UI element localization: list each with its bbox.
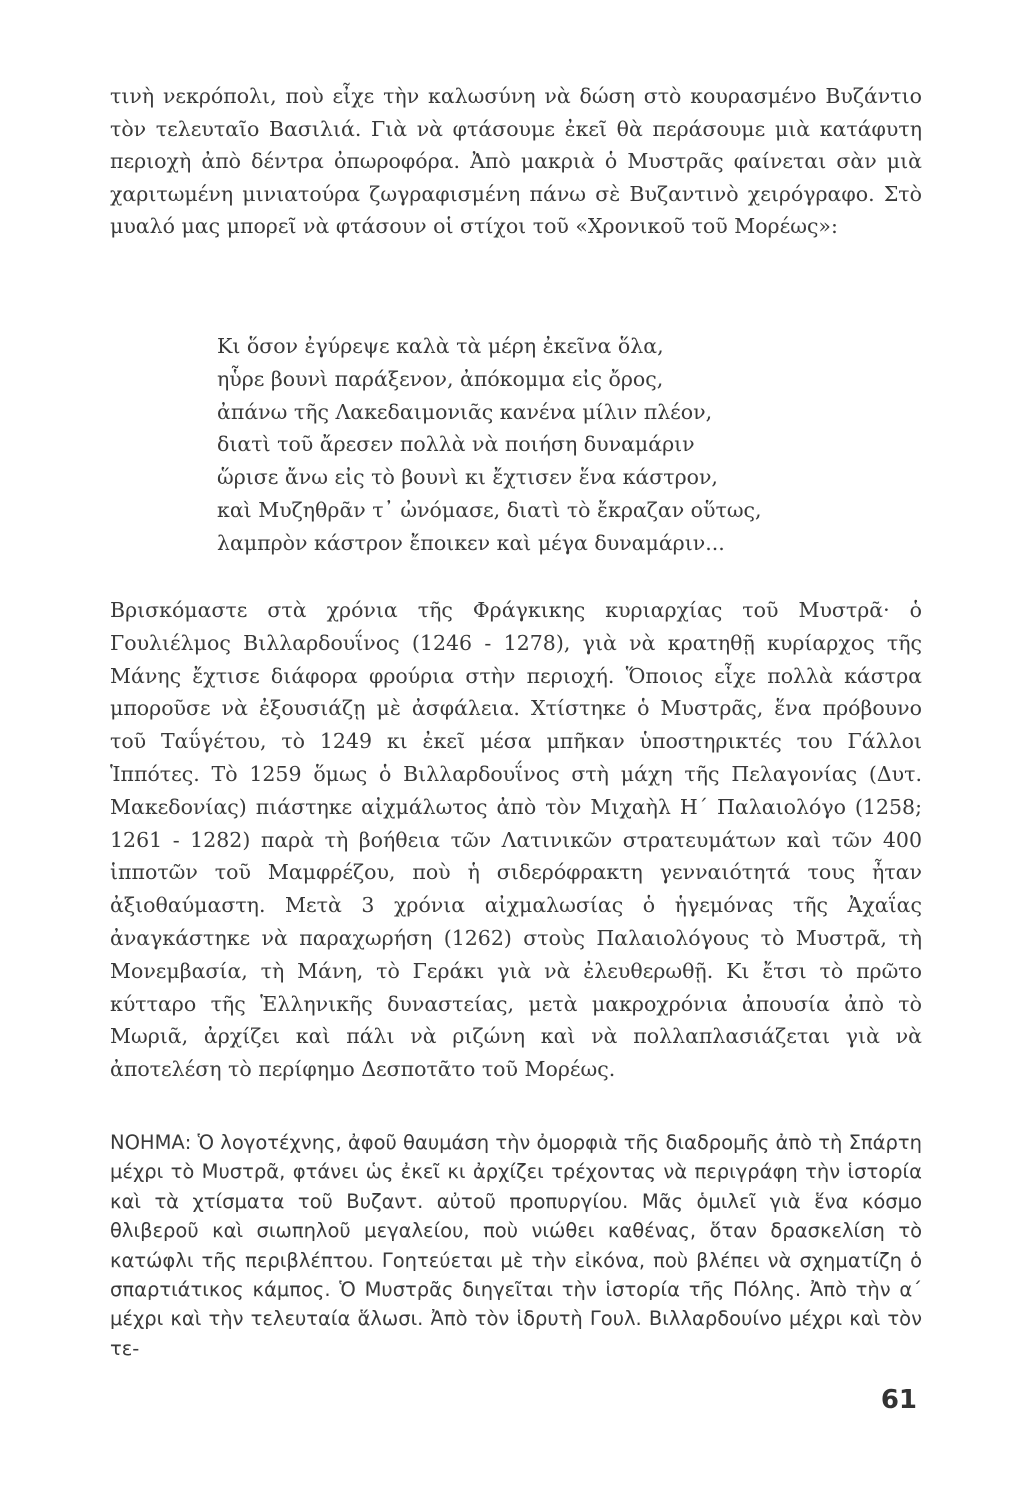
- verse-line: ὥρισε ἄνω εἰς τὸ βουνὶ κι ἔχτισεν ἕνα κάστρον,: [217, 465, 718, 490]
- chronicle-verse-quote: [217, 330, 897, 560]
- history-paragraph: Βρισκόμαστε στὰ χρόνια τῆς Φράγκικης κυριαρχίας τοῦ Μυστρᾶ· ὁ Γουλιέλμος Βιλλαρδουΐνος (1246 - 1278), γιὰ νὰ κρατηθῇ κυρίαρχος τῆς Μάνης ἔχτισε διάφορα φρούρια στὴν περιοχή. Ὅποιος εἶχε πολλὰ κάστρα μποροῦσε νὰ ἐξουσιάζῃ μὲ ἀσφάλεια. Χτίστηκε ὁ Μυστρᾶς, ἕνα πρόβουνο τοῦ Ταΰγέτου, τὸ 1249 κι ἐκεῖ μέσα μπῆκαν ὑποστηρικτές του Γάλλοι Ἱππότες. Τὸ 1259 ὅμως ὁ Βιλλαρδουΐνος στὴ μάχη τῆς Πελαγονίας (Δυτ. Μακεδονίας) πιάστηκε αἰχμάλωτος ἀπὸ τὸν Μιχαὴλ Η΄ Παλαιολόγο (1258; 1261 - 1282) παρὰ τὴ βοήθεια τῶν Λατινικῶν στρατευμάτων καὶ τῶν 400 ἱπποτῶν τοῦ Μαμφρέζου, ποὺ ἡ σιδερόφρακτη γενναιότητά τους ἦταν ἀξιοθαύμαστη. Μετὰ 3 χρόνια αἰχμαλωσίας ὁ ἡγεμόνας τῆς Ἀχαΐας ἀναγκάστηκε νὰ παραχωρήση (1262) στοὺς Παλαιολόγους τὸ Μυστρᾶ, τὴ Μονεμβασία, τὴ Μάνη, τὸ Γεράκι γιὰ νὰ ἐλευθερωθῇ. Κι ἔτσι τὸ πρῶτο κύτταρο τῆς Ἑλληνικῆς δυναστείας, μετὰ μακροχρόνια ἀπουσία ἀπὸ τὸ Μωριᾶ, ἀρχίζει καὶ πάλι νὰ ριζώνη καὶ νὰ πολλαπλασιάζεται γιὰ νὰ ἀποτελέση τὸ περίφημο Δεσποτᾶτο τοῦ Μορέως.: [110, 598, 922, 1082]
- verse-line: ηὗρε βουνὶ παράξενον, ἀπόκομμα εἰς ὄρος,: [217, 366, 664, 391]
- verse-line: Κι ὅσον ἐγύρεψε καλὰ τὰ μέρη ἐκεῖνα ὅλα,: [217, 334, 664, 358]
- page-number: 61: [880, 1385, 917, 1415]
- intro-paragraph: τινὴ νεκρόπολι, ποὺ εἶχε τὴν καλωσύνη νὰ δώση στὸ κουρασμένο Βυζάντιο τὸν τελευταῖο Βασιλιά. Γιὰ νὰ φτάσουμε ἐκεῖ θὰ περάσουμε μιὰ κατάφυτη περιοχὴ ἀπὸ δέντρα ὀπωροφόρα. Ἀπὸ μακριὰ ὁ Μυστρᾶς φαίνεται σὰν μιὰ χαριτωμένη μινιατούρα ζωγραφισμένη πάνω σὲ Βυζαντινὸ χειρόγραφο. Στὸ μυαλό μας μπορεῖ νὰ φτάσουν οἱ στίχοι τοῦ «Χρονικοῦ τοῦ Μορέως»:: [110, 84, 922, 239]
- verse-line: καὶ Μυζηθρᾶν τ᾽ ὠνόμασε, διατὶ τὸ ἔκραζαν οὕτως,: [217, 497, 762, 522]
- summary-note-paragraph: ΝΟΗΜΑ: Ὁ λογοτέχνης, ἀφοῦ θαυμάση τὴν ὀμορφιὰ τῆς διαδρομῆς ἀπὸ τὴ Σπάρτη μέχρι τὸ Μυστρᾶ, φτάνει ὡς ἐκεῖ κι ἀρχίζει τρέχοντας νὰ περιγράφη τὴν ἱστορία καὶ τὰ χτίσματα τοῦ Βυζαντ. αὐτοῦ προπυργίου. Μᾶς ὁμιλεῖ γιὰ ἕνα κόσμο θλιβεροῦ καὶ σιωπηλοῦ μεγαλείου, ποὺ νιώθει καθένας, ὅταν δρασκελίση τὸ κατώφλι τῆς περιβλέπτου. Γοητεύεται μὲ τὴν εἰκόνα, ποὺ βλέπει νὰ σχηματίζη ὁ σπαρτιάτικος κάμπος. Ὁ Μυστρᾶς διηγεῖται τὴν ἱστορία τῆς Πόλης. Ἀπὸ τὴν α΄ μέχρι καὶ τὴν τελευταία ἅλωσι. Ἀπὸ τὸν ἱδρυτὴ Γουλ. Βιλλαρδουίνο μέχρι καὶ τὸν τε-: [110, 1131, 922, 1360]
- verse-line: ἀπάνω τῆς Λακεδαιμονιᾶς κανένα μίλιν πλέον,: [217, 399, 713, 424]
- verse-line: διατὶ τοῦ ἄρεσεν πολλὰ νὰ ποιήση δυναμάριν: [217, 432, 695, 457]
- verse-line: λαμπρὸν κάστρον ἔποικεν καὶ μέγα δυναμάριν...: [217, 530, 725, 555]
